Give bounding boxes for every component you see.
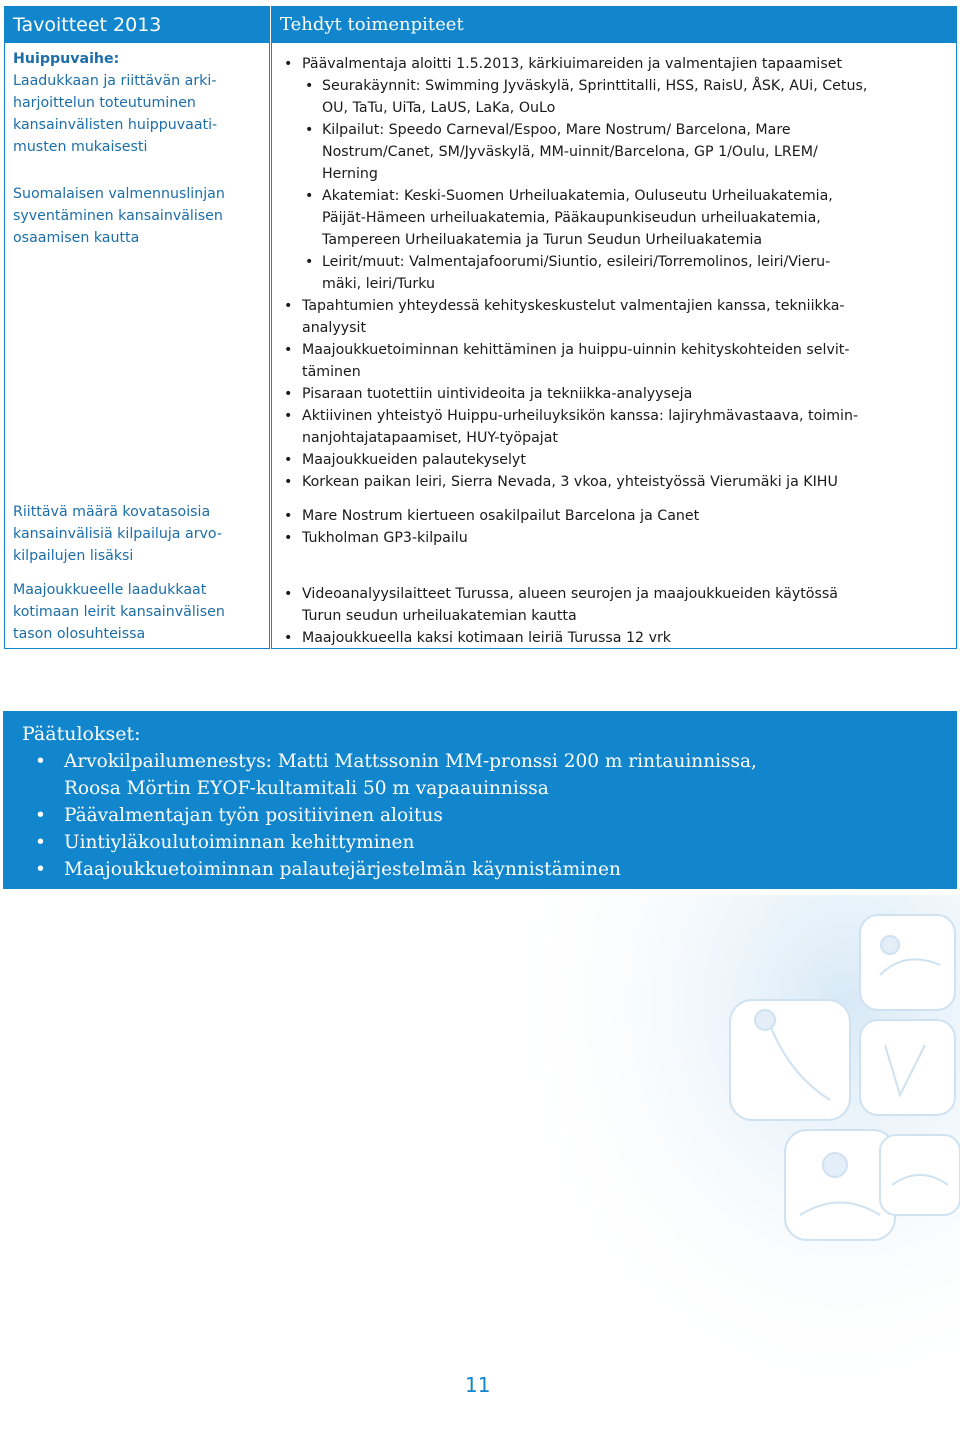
list-item: • Arvokilpailumenestys: Matti Mattssonin MM-pronssi 200 m rintauinnissa, Roosa Mörtin EYOF-kultamitali 50 m vapaauinnissa bbox=[3, 748, 757, 802]
list-item: • Seurakäynnit: Swimming Jyväskylä, Sprinttitalli, HSS, RaisU, ÅSK, AUi, Cetus, OU, TaTu, UiTa, LaUS, LaKa, OuLo bbox=[272, 75, 952, 119]
list-item: • Aktiivinen yhteistyö Huippu-urheiluyksikön kanssa: lajiryhmävastaava, toimin- nanjohtajatapaamiset, HUY-työpajat bbox=[272, 405, 952, 449]
list-item: • Tapahtumien yhteydessä kehityskeskustelut valmentajien kanssa, tekniikka- analyysit bbox=[272, 295, 952, 339]
list-item: • Maajoukkueella kaksi kotimaan leiriä Turussa 12 vrk bbox=[272, 627, 952, 649]
goal-line: kilpailujen lisäksi bbox=[13, 548, 134, 564]
goal-line: harjoittelun toteutuminen bbox=[13, 95, 196, 111]
actions-panel bbox=[271, 6, 957, 649]
list-item: • Päävalmentaja aloitti 1.5.2013, kärkiuimareiden ja valmentajien tapaamiset bbox=[272, 53, 952, 75]
goal-line: tason olosuhteissa bbox=[13, 626, 146, 642]
goal-line: syventäminen kansainvälisen bbox=[13, 208, 223, 224]
goal-block-top-level bbox=[13, 48, 265, 158]
goal-line: Suomalaisen valmennuslinjan bbox=[13, 186, 225, 202]
water-polo-icon bbox=[785, 1130, 895, 1240]
goal-line: musten mukaisesti bbox=[13, 139, 148, 155]
list-item: • Korkean paikan leiri, Sierra Nevada, 3 vkoa, yhteistyössä Vierumäki ja KIHU bbox=[272, 471, 952, 493]
goals-header: Tavoitteet 2013 bbox=[5, 7, 269, 43]
swimmer-icon bbox=[860, 915, 955, 1010]
swimming-pictogram-decoration bbox=[500, 895, 960, 1437]
goal-line: Maajoukkueelle laadukkaat bbox=[13, 582, 207, 598]
synchronized-swimming-icon bbox=[860, 1020, 955, 1115]
goal-block-camps bbox=[13, 579, 265, 645]
list-item: • Akatemiat: Keski-Suomen Urheiluakatemia, Ouluseutu Urheiluakatemia, Päijät-Hämeen urheiluakatemia, Pääkaupunkiseudun urheiluakatemia, Tampereen Urheiluakatemia ja Turun Seudun Urheiluakatemia bbox=[272, 185, 952, 251]
diver-icon bbox=[730, 1000, 850, 1120]
goal-line: osaamisen kautta bbox=[13, 230, 140, 246]
goal-block-coaching-line bbox=[13, 183, 265, 249]
list-item: • Pisaraan tuotettiin uintivideoita ja tekniikka-analyyseja bbox=[272, 383, 952, 405]
goal-line: kansainvälisiä kilpailuja arvo- bbox=[13, 526, 222, 542]
actions-list bbox=[272, 53, 952, 649]
list-item: • Maajoukkuetoiminnan kehittäminen ja huippu-uinnin kehityskohteiden selvit- täminen bbox=[272, 339, 952, 383]
goal-block-competitions bbox=[13, 501, 265, 567]
goal-title: Huippuvaihe: bbox=[13, 51, 120, 67]
goal-line: Laadukkaan ja riittävän arki- bbox=[13, 73, 217, 89]
list-item: • Leirit/muut: Valmentajafoorumi/Siuntio, esileiri/Torremolinos, leiri/Vieru- mäki, leiri/Turku bbox=[272, 251, 952, 295]
goal-line: kotimaan leirit kansainvälisen bbox=[13, 604, 225, 620]
goal-line: kansainvälisten huippuvaati- bbox=[13, 117, 218, 133]
results-list bbox=[3, 748, 757, 883]
open-water-icon bbox=[880, 1135, 960, 1215]
list-item: • Kilpailut: Speedo Carneval/Espoo, Mare Nostrum/ Barcelona, Mare Nostrum/Canet, SM/Jyväskylä, MM-uinnit/Barcelona, GP 1/Oulu, LREM/ Herning bbox=[272, 119, 952, 185]
actions-header: Tehdyt toimenpiteet bbox=[272, 7, 956, 43]
page-number: 11 bbox=[465, 1373, 491, 1397]
list-item: • Maajoukkueiden palautekyselyt bbox=[272, 449, 952, 471]
list-item: • Maajoukkuetoiminnan palautejärjestelmän käynnistäminen bbox=[3, 856, 757, 883]
goal-line: Riittävä määrä kovatasoisia bbox=[13, 504, 211, 520]
list-item: • Mare Nostrum kiertueen osakilpailut Barcelona ja Canet bbox=[272, 505, 952, 527]
results-title: Päätulokset: bbox=[22, 723, 141, 745]
list-item: • Videoanalyysilaitteet Turussa, alueen seurojen ja maajoukkueiden käytössä Turun seudun urheiluakatemian kautta bbox=[272, 583, 952, 627]
goals-panel bbox=[4, 6, 270, 649]
list-item: • Päävalmentajan työn positiivinen aloitus bbox=[3, 802, 757, 829]
results-box bbox=[3, 711, 957, 889]
list-item: • Uintiyläkoulutoiminnan kehittyminen bbox=[3, 829, 757, 856]
list-item: • Tukholman GP3-kilpailu bbox=[272, 527, 952, 549]
